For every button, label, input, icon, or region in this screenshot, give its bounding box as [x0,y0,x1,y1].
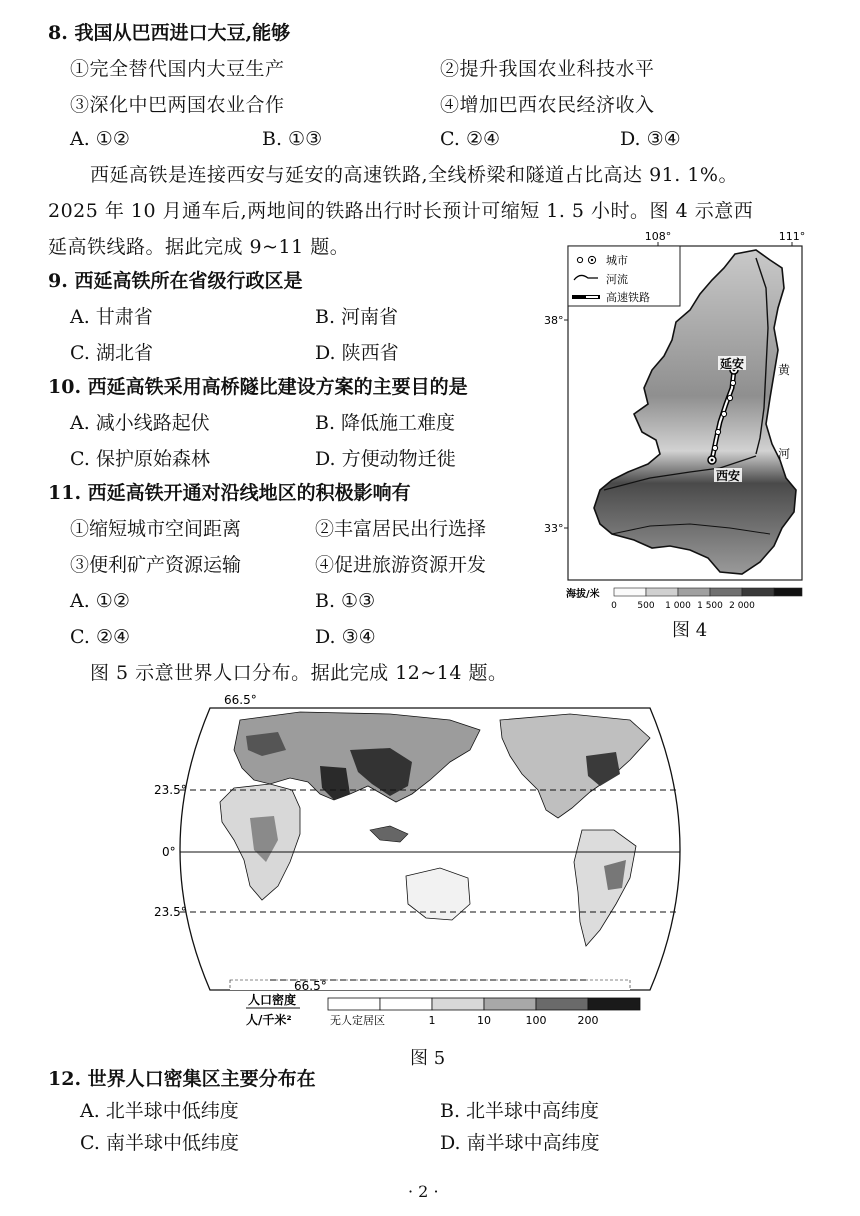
q12-option-a: A. 北半球中低纬度 [80,1100,239,1122]
fig5-legend-200: 200 [577,1014,599,1027]
fig5-lat-665s: 66.5° [294,979,327,993]
q12-option-c: C. 南半球中低纬度 [80,1132,239,1154]
fig5-lat-0: 0° [162,845,176,859]
fig4-legend-city: 城市 [606,254,628,267]
fig5-legend-100: 100 [525,1014,547,1027]
fig4-legend-rail: 高速铁路 [606,291,650,304]
q11-statement-1: ①缩短城市空间距离 [70,518,242,540]
q11-option-b: B. ①③ [315,590,376,612]
q9-option-b: B. 河南省 [315,306,399,328]
fig5-legend-none: 无人定居区 [330,1014,385,1027]
q11-stem: 11. 西延高铁开通对沿线地区的积极影响有 [48,482,411,504]
fig4-scale-500: 500 [637,601,655,611]
fig4-city-dot [712,445,717,450]
fig5-antarctica [230,980,630,994]
q8-statement-3: ③深化中巴两国农业合作 [70,94,285,116]
fig5-legend-1: 1 [428,1014,436,1027]
fig4-scale-1500: 1 500 [697,601,723,611]
q9-option-a: A. 甘肃省 [70,306,153,328]
fig4-scale-0: 0 [611,601,617,611]
fig4-lon-111: 111° [778,230,806,243]
q11-statement-4: ④促进旅游资源开发 [315,554,487,576]
q8-option-b: B. ①③ [262,128,323,150]
fig4-lat-33: 33° [544,522,564,535]
figure-5-world-map [150,690,710,1040]
q10-option-d: D. 方便动物迁徙 [315,448,456,470]
q10-option-a: A. 减小线路起伏 [70,412,210,434]
q10-option-c: C. 保护原始森林 [70,448,210,470]
q10-option-b: B. 降低施工难度 [315,412,456,434]
fig4-legend-river: 河流 [606,273,628,286]
figure-4-caption: 图 4 [672,620,708,641]
fig4-city-dot [730,380,735,385]
fig4-city-dot [727,395,732,400]
fig5-lat-235n: 23.5° [154,783,187,797]
passage1-line-1: 西延高铁是连接西安与延安的高速铁路,全线桥梁和隧道占比高达 91. 1%。 [90,164,738,186]
fig4-label-yanan: 延安 [720,357,745,371]
fig4-scale-title: 海拔/米 [566,589,600,600]
fig4-scale-2000: 2 000 [729,601,755,611]
passage1-line-3: 延高铁线路。据此完成 9~11 题。 [48,236,350,258]
q12-option-d: D. 南半球中高纬度 [440,1132,600,1154]
q9-stem: 9. 西延高铁所在省级行政区是 [48,270,303,292]
q8-stem: 8. 我国从巴西进口大豆,能够 [48,22,291,44]
figure-5-caption: 图 5 [410,1048,446,1069]
fig4-lon-108: 108° [644,230,672,243]
q11-option-d: D. ③④ [315,626,376,648]
fig4-lat-38: 38° [544,314,564,327]
q8-statement-2: ②提升我国农业科技水平 [440,58,655,80]
q11-option-c: C. ②④ [70,626,131,648]
q8-option-d: D. ③④ [620,128,681,150]
page-number: · 2 · [408,1182,439,1201]
passage2: 图 5 示意世界人口分布。据此完成 12~14 题。 [90,662,508,684]
fig5-lat-235s: 23.5° [154,905,187,919]
fig4-city-dot [715,429,720,434]
q9-option-c: C. 湖北省 [70,342,153,364]
q11-statement-3: ③便利矿产资源运输 [70,554,242,576]
fig4-label-xian: 西安 [716,469,741,483]
q11-option-a: A. ①② [70,590,130,612]
fig5-legend-unit: 人/千米² [246,1013,292,1027]
fig4-scale-1000: 1 000 [665,601,691,611]
fig4-label-huang: 黄 [778,363,791,377]
q12-option-b: B. 北半球中高纬度 [440,1100,600,1122]
q10-stem: 10. 西延高铁采用高桥隧比建设方案的主要目的是 [48,376,468,398]
fig5-lat-665n: 66.5° [224,693,257,707]
q9-option-d: D. 陕西省 [315,342,399,364]
q12-stem: 12. 世界人口密集区主要分布在 [48,1068,316,1090]
fig4-city-dot [721,411,726,416]
passage1-line-2: 2025 年 10 月通车后,两地间的铁路出行时长预计可缩短 1. 5 小时。图 4 示意西 [48,200,754,222]
q8-option-c: C. ②④ [440,128,501,150]
fig4-label-he: 河 [778,447,791,461]
fig5-legend-title: 人口密度 [248,993,297,1007]
q8-statement-1: ①完全替代国内大豆生产 [70,58,285,80]
fig5-legend-10: 10 [477,1014,491,1027]
figure-4-map [544,228,810,611]
q8-option-a: A. ①② [70,128,130,150]
q11-statement-2: ②丰富居民出行选择 [315,518,487,540]
q8-statement-4: ④增加巴西农民经济收入 [440,94,655,116]
